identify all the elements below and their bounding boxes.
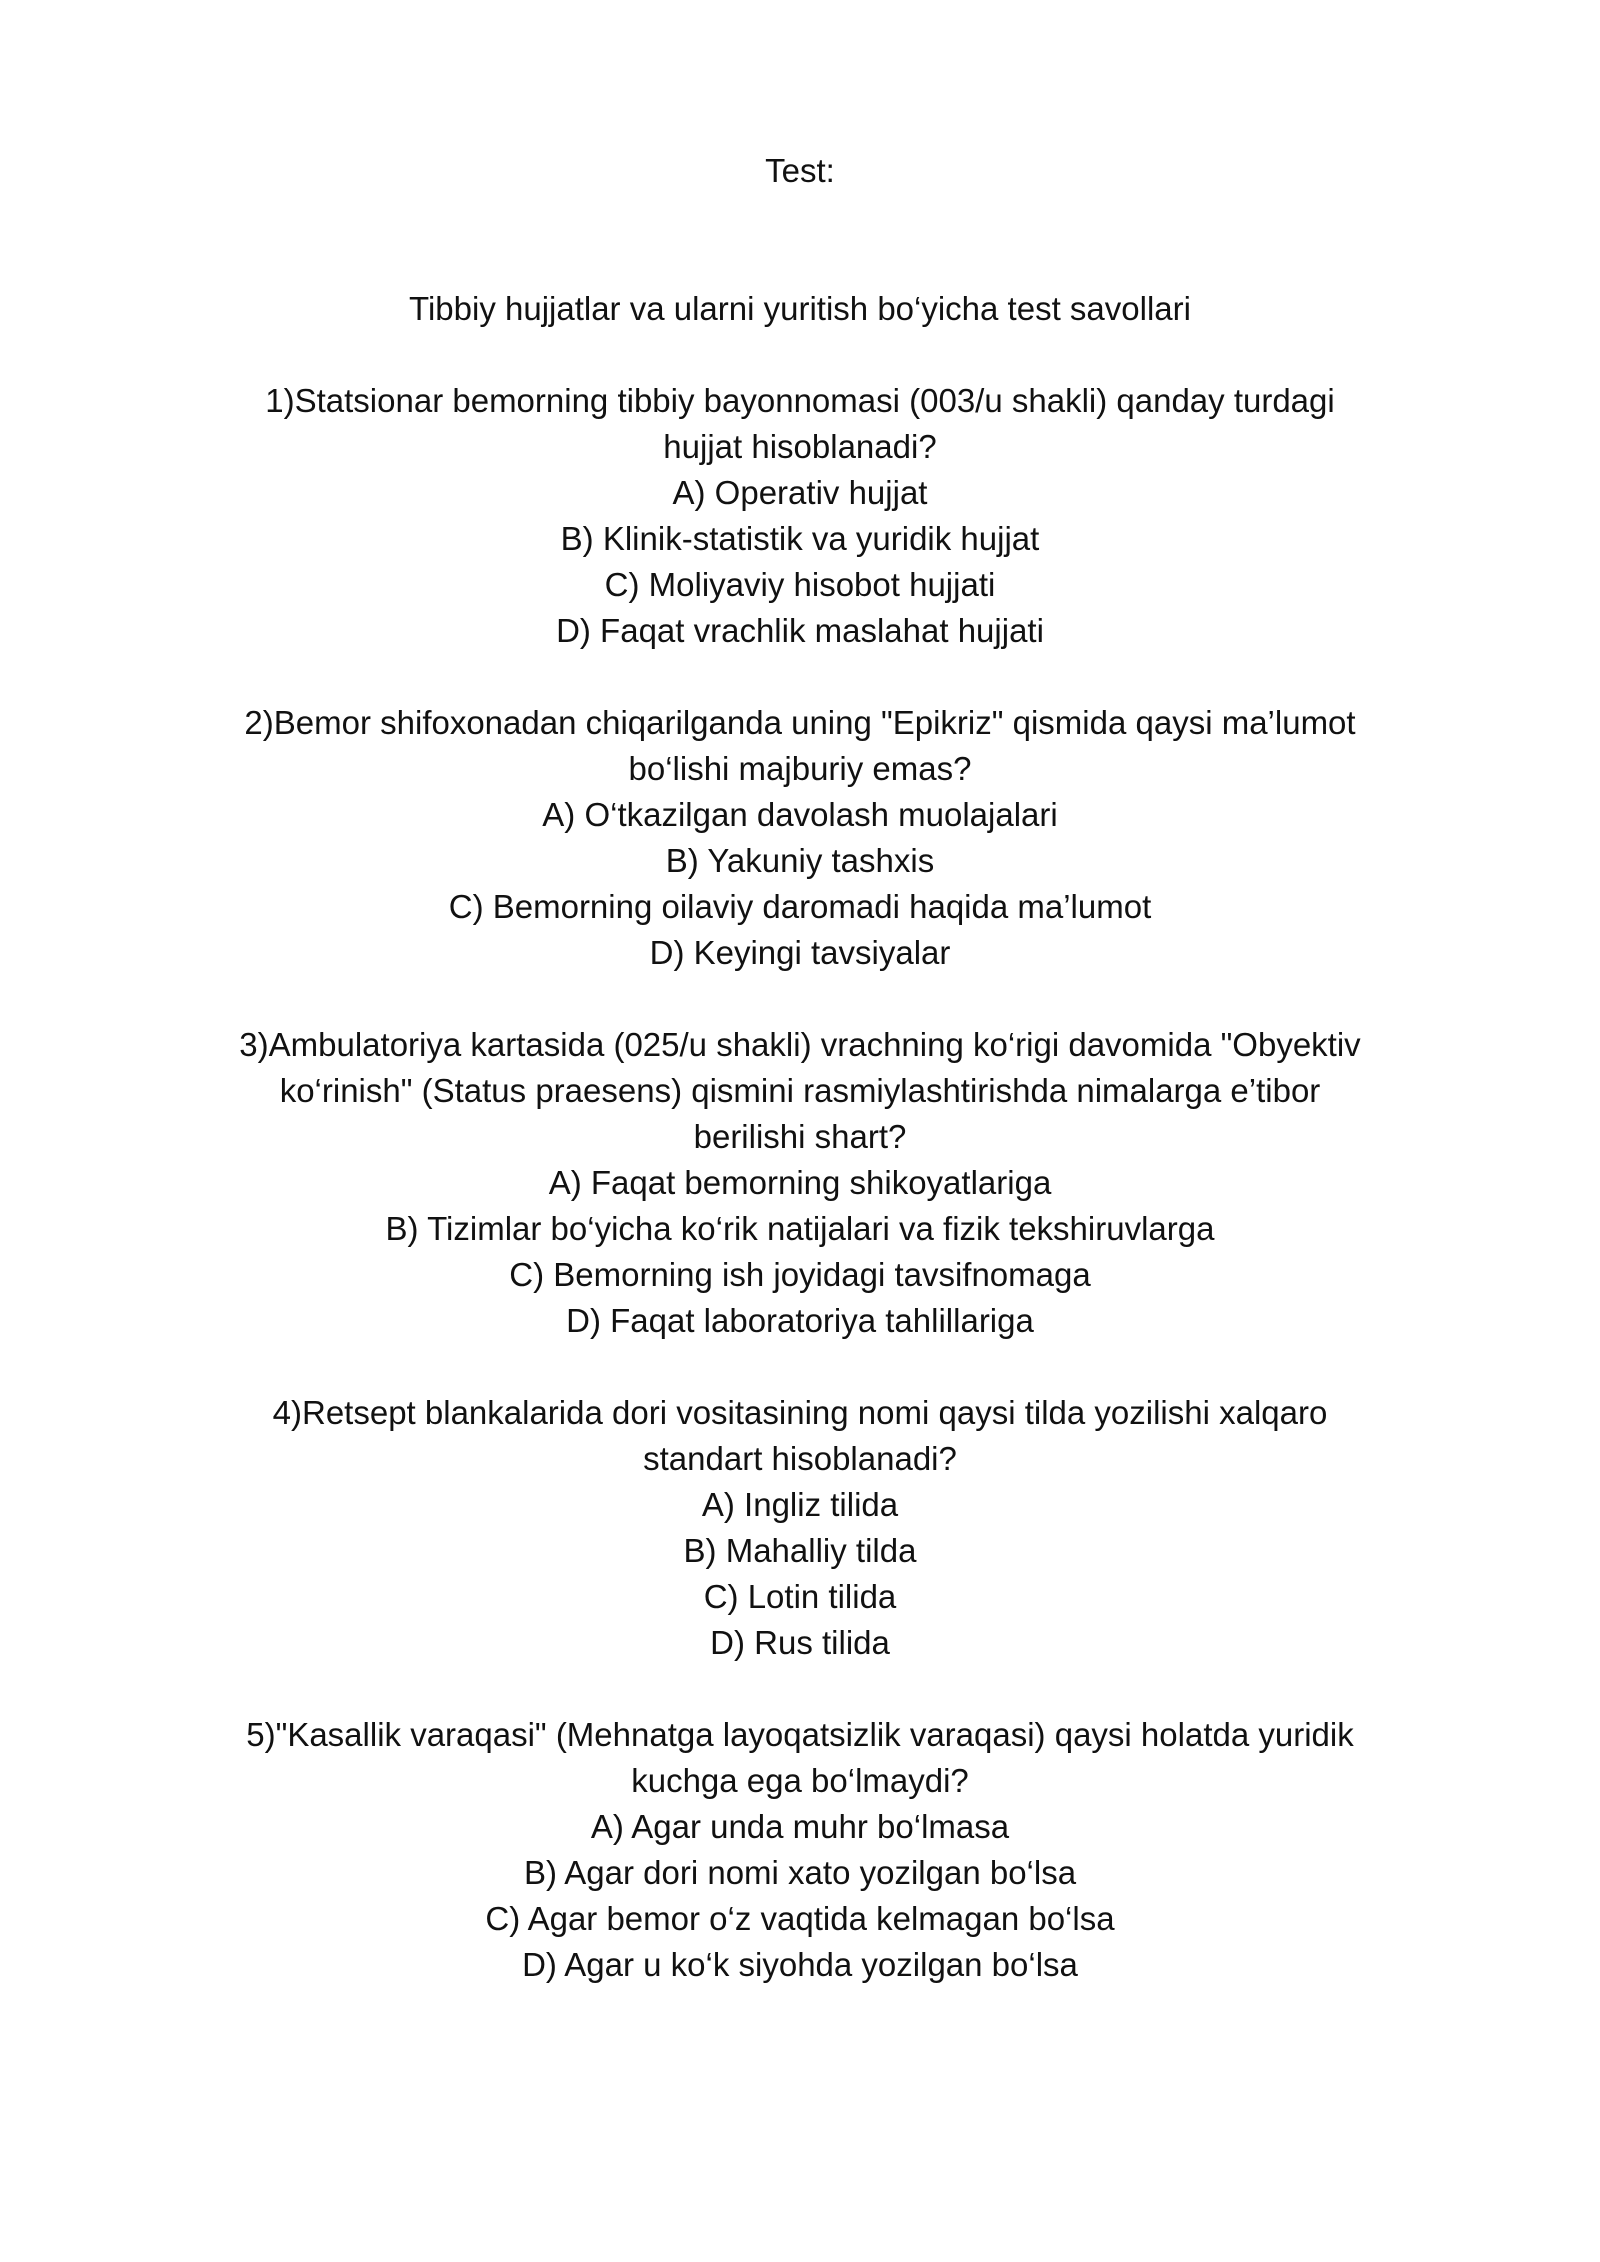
answer-option-c: C) Moliyaviy hisobot hujjati bbox=[604, 566, 996, 603]
question-3 bbox=[230, 1022, 1370, 1344]
question-5 bbox=[230, 1712, 1370, 1988]
page-title: Test: bbox=[765, 152, 835, 189]
answer-option-c: C) Bemorning oilaviy daromadi haqida ma’lumot bbox=[448, 888, 1152, 925]
question-1 bbox=[230, 378, 1370, 654]
answer-option-a: A) Ingliz tilida bbox=[701, 1486, 899, 1523]
question-text: 1)Statsionar bemorning tibbiy bayonnomasi (003/u shakli) qanday turdagi hujjat hisoblanadi? bbox=[265, 382, 1335, 465]
question-text: 2)Bemor shifoxonadan chiqarilganda uning "Epikriz" qismida qaysi ma’lumot bo‘lishi majburiy emas? bbox=[244, 704, 1356, 787]
answer-option-d: D) Faqat laboratoriya tahlillariga bbox=[566, 1302, 1034, 1339]
answer-option-c: C) Lotin tilida bbox=[703, 1578, 897, 1615]
question-2 bbox=[230, 700, 1370, 976]
answer-option-a: A) Agar unda muhr bo‘lmasa bbox=[590, 1808, 1010, 1845]
answer-option-a: A) Faqat bemorning shikoyatlariga bbox=[548, 1164, 1052, 1201]
answer-option-b: B) Klinik-statistik va yuridik hujjat bbox=[560, 520, 1040, 557]
answer-option-c: C) Bemorning ish joyidagi tavsifnomaga bbox=[509, 1256, 1091, 1293]
answer-option-c: C) Agar bemor o‘z vaqtida kelmagan bo‘lsa bbox=[485, 1900, 1115, 1937]
answer-option-b: B) Yakuniy tashxis bbox=[665, 842, 935, 879]
answer-option-a: A) Operativ hujjat bbox=[672, 474, 928, 511]
question-text: 3)Ambulatoriya kartasida (025/u shakli) vrachning ko‘rigi davomida "Obyektiv ko‘rinish" (Status praesens) qismini rasmiylashtirishda nimalarga e’tibor berilishi shart? bbox=[239, 1026, 1361, 1155]
answer-option-d: D) Rus tilida bbox=[710, 1624, 890, 1661]
document-subtitle: Tibbiy hujjatlar va ularni yuritish bo‘yicha test savollari bbox=[409, 290, 1191, 327]
answer-option-d: D) Faqat vrachlik maslahat hujjati bbox=[556, 612, 1044, 649]
question-4 bbox=[230, 1390, 1370, 1666]
answer-option-a: A) O‘tkazilgan davolash muolajalari bbox=[542, 796, 1058, 833]
answer-option-d: D) Agar u ko‘k siyohda yozilgan bo‘lsa bbox=[522, 1946, 1078, 1983]
answer-option-b: B) Tizimlar bo‘yicha ko‘rik natijalari va fizik tekshiruvlarga bbox=[385, 1210, 1215, 1247]
question-text: 4)Retsept blankalarida dori vositasining nomi qaysi tilda yozilishi xalqaro standart hisoblanadi? bbox=[272, 1394, 1328, 1477]
answer-option-b: B) Agar dori nomi xato yozilgan bo‘lsa bbox=[523, 1854, 1077, 1891]
answer-option-b: B) Mahalliy tilda bbox=[683, 1532, 917, 1569]
answer-option-d: D) Keyingi tavsiyalar bbox=[649, 934, 951, 971]
question-text: 5)"Kasallik varaqasi" (Mehnatga layoqatsizlik varaqasi) qaysi holatda yuridik kuchga ega bo‘lmaydi? bbox=[246, 1716, 1354, 1799]
